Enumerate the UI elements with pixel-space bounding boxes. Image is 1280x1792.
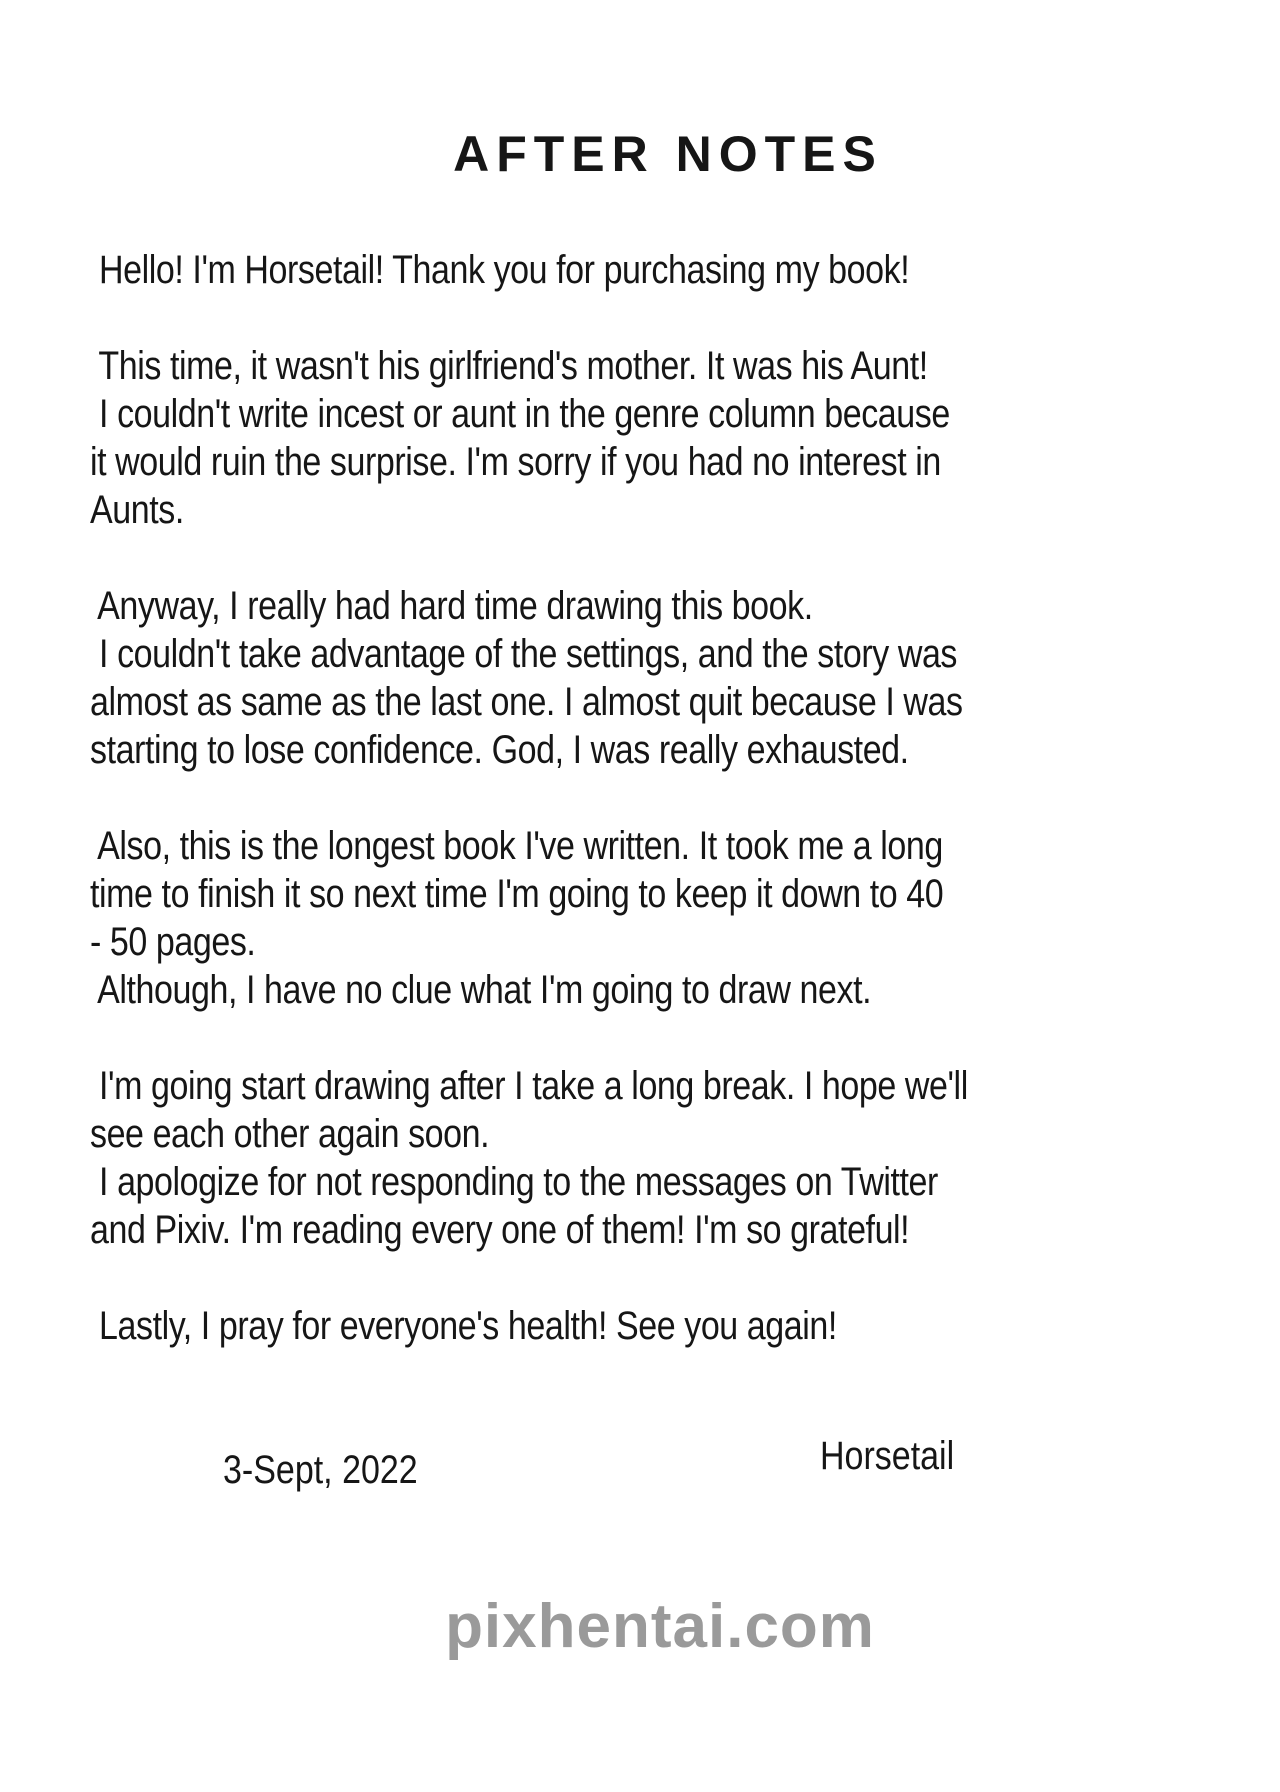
- text-line: Although, I have no clue what I'm going to draw next.: [90, 968, 872, 1012]
- body-text: [90, 246, 1240, 1350]
- text-line: - 50 pages.: [90, 920, 256, 964]
- text-line: see each other again soon.: [90, 1112, 490, 1156]
- text-line: Anyway, I really had hard time drawing this book.: [90, 584, 813, 628]
- text-line: This time, it wasn't his girlfriend's mother. It was his Aunt!: [90, 344, 928, 388]
- paragraph: [90, 1302, 1240, 1350]
- text-line: I couldn't take advantage of the settings, and the story was: [90, 632, 958, 676]
- text-line: Hello! I'm Horsetail! Thank you for purchasing my book!: [90, 248, 910, 292]
- paragraph: [90, 582, 1240, 774]
- text-line: Also, this is the longest book I've written. It took me a long: [90, 824, 943, 868]
- text-line: I couldn't write incest or aunt in the genre column because: [90, 392, 950, 436]
- text-line: starting to lose confidence. God, I was really exhausted.: [90, 728, 909, 772]
- watermark-text: pixhentai.com: [445, 1592, 875, 1661]
- text-line: I'm going start drawing after I take a long break. I hope we'll: [90, 1064, 968, 1108]
- text-line: Lastly, I pray for everyone's health! See you again!: [90, 1304, 837, 1348]
- author-signature: Horsetail: [820, 1434, 955, 1478]
- text-line: almost as same as the last one. I almost quit because I was: [90, 680, 963, 724]
- text-line: and Pixiv. I'm reading every one of them! I'm so grateful!: [90, 1208, 910, 1252]
- page-title: AFTER NOTES: [453, 126, 883, 182]
- paragraph: [90, 822, 1240, 1014]
- date-text: 3-Sept, 2022: [223, 1448, 418, 1492]
- footer-row: [0, 1434, 1280, 1494]
- paragraph: [90, 246, 1240, 294]
- paragraph: [90, 342, 1240, 534]
- text-line: time to finish it so next time I'm going to keep it down to 40: [90, 872, 944, 916]
- text-line: I apologize for not responding to the messages on Twitter: [90, 1160, 938, 1204]
- paragraph: [90, 1062, 1240, 1254]
- text-line: Aunts.: [90, 488, 184, 532]
- text-line: it would ruin the surprise. I'm sorry if you had no interest in: [90, 440, 941, 484]
